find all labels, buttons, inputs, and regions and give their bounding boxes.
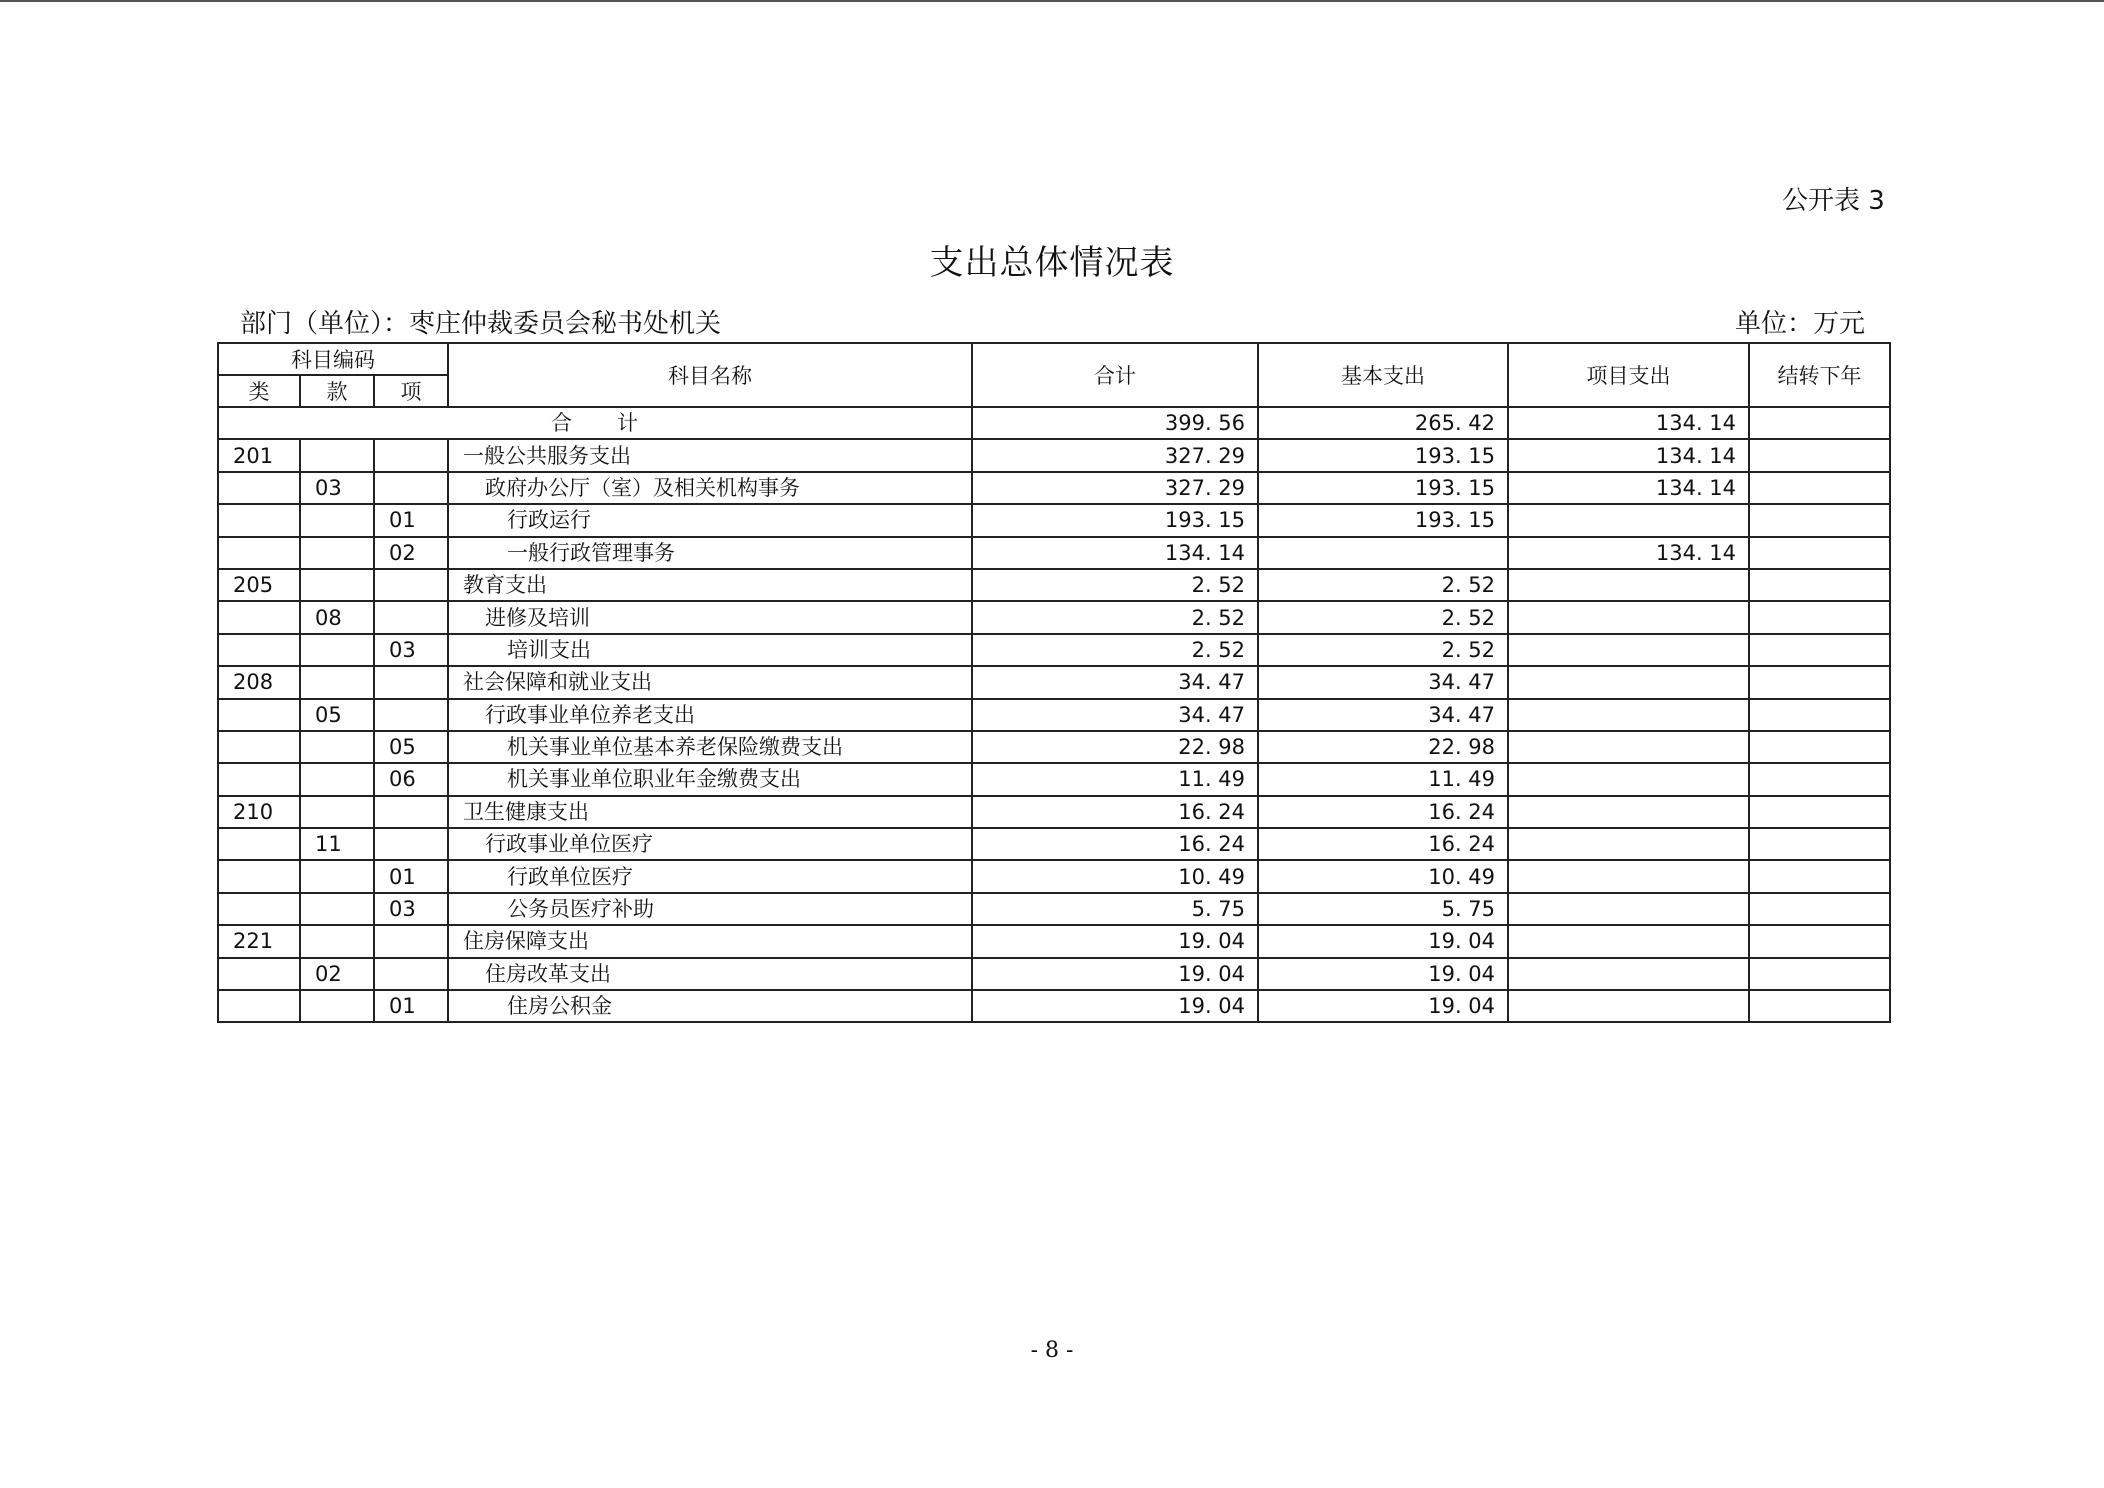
project-expenditure	[1508, 893, 1749, 925]
subject-name: 行政事业单位养老支出	[448, 699, 972, 731]
header-carry: 结转下年	[1749, 343, 1890, 407]
section-code: 11	[300, 828, 374, 860]
total-row	[218, 407, 1890, 439]
header-name: 科目名称	[448, 343, 972, 407]
header-code-group: 科目编码	[218, 343, 448, 375]
category-code	[218, 634, 300, 666]
top-border-line	[0, 0, 2104, 2]
total-basic: 265. 42	[1258, 407, 1508, 439]
section-code	[300, 731, 374, 763]
subject-name: 行政运行	[448, 504, 972, 536]
carry-forward	[1749, 763, 1890, 795]
section-code	[300, 925, 374, 957]
subject-name: 机关事业单位职业年金缴费支出	[448, 763, 972, 795]
subject-name: 社会保障和就业支出	[448, 666, 972, 698]
category-code: 205	[218, 569, 300, 601]
total-amount: 193. 15	[972, 504, 1258, 536]
project-expenditure	[1508, 763, 1749, 795]
table-row	[218, 504, 1890, 536]
subject-name: 行政事业单位医疗	[448, 828, 972, 860]
subject-name: 一般行政管理事务	[448, 537, 972, 569]
section-code: 02	[300, 958, 374, 990]
item-code: 01	[374, 860, 448, 892]
table-row	[218, 763, 1890, 795]
basic-expenditure	[1258, 537, 1508, 569]
subject-name: 培训支出	[448, 634, 972, 666]
table-row	[218, 472, 1890, 504]
carry-forward	[1749, 601, 1890, 633]
section-code	[300, 439, 374, 471]
basic-expenditure: 19. 04	[1258, 990, 1508, 1022]
total-amount: 19. 04	[972, 958, 1258, 990]
carry-forward	[1749, 537, 1890, 569]
subject-name: 行政单位医疗	[448, 860, 972, 892]
basic-expenditure: 2. 52	[1258, 634, 1508, 666]
basic-expenditure: 34. 47	[1258, 699, 1508, 731]
basic-expenditure: 5. 75	[1258, 893, 1508, 925]
total-amount: 327. 29	[972, 472, 1258, 504]
total-carry	[1749, 407, 1890, 439]
subject-name: 卫生健康支出	[448, 796, 972, 828]
project-expenditure	[1508, 731, 1749, 763]
item-code	[374, 666, 448, 698]
subject-name: 住房保障支出	[448, 925, 972, 957]
basic-expenditure: 10. 49	[1258, 860, 1508, 892]
table-row	[218, 893, 1890, 925]
project-expenditure	[1508, 699, 1749, 731]
total-project: 134. 14	[1508, 407, 1749, 439]
item-code	[374, 569, 448, 601]
category-code	[218, 990, 300, 1022]
carry-forward	[1749, 634, 1890, 666]
section-code	[300, 537, 374, 569]
subject-name: 公务员医疗补助	[448, 893, 972, 925]
project-expenditure	[1508, 958, 1749, 990]
item-code: 01	[374, 504, 448, 536]
table-row	[218, 990, 1890, 1022]
expenditure-table	[217, 342, 1891, 1023]
category-code	[218, 731, 300, 763]
section-code	[300, 860, 374, 892]
basic-expenditure: 19. 04	[1258, 958, 1508, 990]
category-code	[218, 893, 300, 925]
subject-name: 住房改革支出	[448, 958, 972, 990]
category-code	[218, 601, 300, 633]
section-code	[300, 990, 374, 1022]
total-amount: 16. 24	[972, 796, 1258, 828]
table-row	[218, 634, 1890, 666]
subject-name: 进修及培训	[448, 601, 972, 633]
total-amount: 2. 52	[972, 601, 1258, 633]
table-row	[218, 860, 1890, 892]
category-code: 201	[218, 439, 300, 471]
header-section: 款	[300, 375, 374, 407]
form-number: 公开表 3	[1782, 186, 1885, 216]
carry-forward	[1749, 439, 1890, 471]
total-amount: 2. 52	[972, 634, 1258, 666]
basic-expenditure: 193. 15	[1258, 504, 1508, 536]
project-expenditure	[1508, 925, 1749, 957]
item-code	[374, 925, 448, 957]
header-project: 项目支出	[1508, 343, 1749, 407]
project-expenditure	[1508, 666, 1749, 698]
table-row	[218, 569, 1890, 601]
total-label: 合 计	[218, 407, 972, 439]
table-row	[218, 731, 1890, 763]
table-row	[218, 601, 1890, 633]
section-code	[300, 763, 374, 795]
total-amount: 34. 47	[972, 666, 1258, 698]
table-row	[218, 439, 1890, 471]
carry-forward	[1749, 925, 1890, 957]
header-category: 类	[218, 375, 300, 407]
carry-forward	[1749, 990, 1890, 1022]
table-row	[218, 796, 1890, 828]
project-expenditure	[1508, 990, 1749, 1022]
total-amount: 34. 47	[972, 699, 1258, 731]
basic-expenditure: 193. 15	[1258, 439, 1508, 471]
basic-expenditure: 2. 52	[1258, 569, 1508, 601]
section-code	[300, 569, 374, 601]
category-code	[218, 472, 300, 504]
total-amount: 22. 98	[972, 731, 1258, 763]
total-amount: 2. 52	[972, 569, 1258, 601]
category-code	[218, 763, 300, 795]
basic-expenditure: 16. 24	[1258, 828, 1508, 860]
subject-name: 住房公积金	[448, 990, 972, 1022]
item-code	[374, 828, 448, 860]
table-row	[218, 958, 1890, 990]
carry-forward	[1749, 699, 1890, 731]
basic-expenditure: 34. 47	[1258, 666, 1508, 698]
category-code	[218, 860, 300, 892]
header-total: 合计	[972, 343, 1258, 407]
subject-name: 机关事业单位基本养老保险缴费支出	[448, 731, 972, 763]
basic-expenditure: 22. 98	[1258, 731, 1508, 763]
project-expenditure	[1508, 860, 1749, 892]
project-expenditure: 134. 14	[1508, 537, 1749, 569]
item-code	[374, 439, 448, 471]
carry-forward	[1749, 504, 1890, 536]
project-expenditure: 134. 14	[1508, 472, 1749, 504]
unit-label: 单位：万元	[1735, 309, 1866, 339]
table-row	[218, 666, 1890, 698]
carry-forward	[1749, 893, 1890, 925]
table-title: 支出总体情况表	[929, 243, 1175, 283]
section-code: 08	[300, 601, 374, 633]
total-amount: 327. 29	[972, 439, 1258, 471]
page-number: - 8 -	[1030, 1338, 1074, 1363]
project-expenditure: 134. 14	[1508, 439, 1749, 471]
table-body	[218, 407, 1890, 1022]
item-code	[374, 699, 448, 731]
category-code: 210	[218, 796, 300, 828]
subject-name: 一般公共服务支出	[448, 439, 972, 471]
basic-expenditure: 2. 52	[1258, 601, 1508, 633]
item-code: 02	[374, 537, 448, 569]
category-code	[218, 537, 300, 569]
section-code	[300, 666, 374, 698]
basic-expenditure: 11. 49	[1258, 763, 1508, 795]
project-expenditure	[1508, 796, 1749, 828]
item-code: 06	[374, 763, 448, 795]
item-code	[374, 472, 448, 504]
carry-forward	[1749, 958, 1890, 990]
total-amount: 16. 24	[972, 828, 1258, 860]
header-item: 项	[374, 375, 448, 407]
total-amount: 134. 14	[972, 537, 1258, 569]
project-expenditure	[1508, 569, 1749, 601]
table-row	[218, 537, 1890, 569]
category-code	[218, 504, 300, 536]
project-expenditure	[1508, 504, 1749, 536]
category-code	[218, 958, 300, 990]
section-code: 05	[300, 699, 374, 731]
item-code	[374, 601, 448, 633]
item-code: 03	[374, 893, 448, 925]
section-code	[300, 504, 374, 536]
total-amount: 10. 49	[972, 860, 1258, 892]
table-row	[218, 828, 1890, 860]
header-basic: 基本支出	[1258, 343, 1508, 407]
carry-forward	[1749, 472, 1890, 504]
department-label: 部门（单位）：枣庄仲裁委员会秘书处机关	[240, 309, 722, 339]
table-row	[218, 699, 1890, 731]
carry-forward	[1749, 828, 1890, 860]
item-code: 03	[374, 634, 448, 666]
total-amount: 19. 04	[972, 990, 1258, 1022]
section-code	[300, 796, 374, 828]
project-expenditure	[1508, 634, 1749, 666]
item-code: 05	[374, 731, 448, 763]
total-amount: 11. 49	[972, 763, 1258, 795]
section-code: 03	[300, 472, 374, 504]
carry-forward	[1749, 569, 1890, 601]
carry-forward	[1749, 666, 1890, 698]
item-code: 01	[374, 990, 448, 1022]
basic-expenditure: 16. 24	[1258, 796, 1508, 828]
project-expenditure	[1508, 601, 1749, 633]
total-amount: 19. 04	[972, 925, 1258, 957]
subject-name: 教育支出	[448, 569, 972, 601]
basic-expenditure: 19. 04	[1258, 925, 1508, 957]
section-code	[300, 893, 374, 925]
carry-forward	[1749, 731, 1890, 763]
carry-forward	[1749, 860, 1890, 892]
carry-forward	[1749, 796, 1890, 828]
subject-name: 政府办公厅（室）及相关机构事务	[448, 472, 972, 504]
category-code: 208	[218, 666, 300, 698]
basic-expenditure: 193. 15	[1258, 472, 1508, 504]
category-code: 221	[218, 925, 300, 957]
project-expenditure	[1508, 828, 1749, 860]
category-code	[218, 828, 300, 860]
total-amount: 5. 75	[972, 893, 1258, 925]
item-code	[374, 958, 448, 990]
total-amount: 399. 56	[972, 407, 1258, 439]
item-code	[374, 796, 448, 828]
section-code	[300, 634, 374, 666]
category-code	[218, 699, 300, 731]
table-row	[218, 925, 1890, 957]
